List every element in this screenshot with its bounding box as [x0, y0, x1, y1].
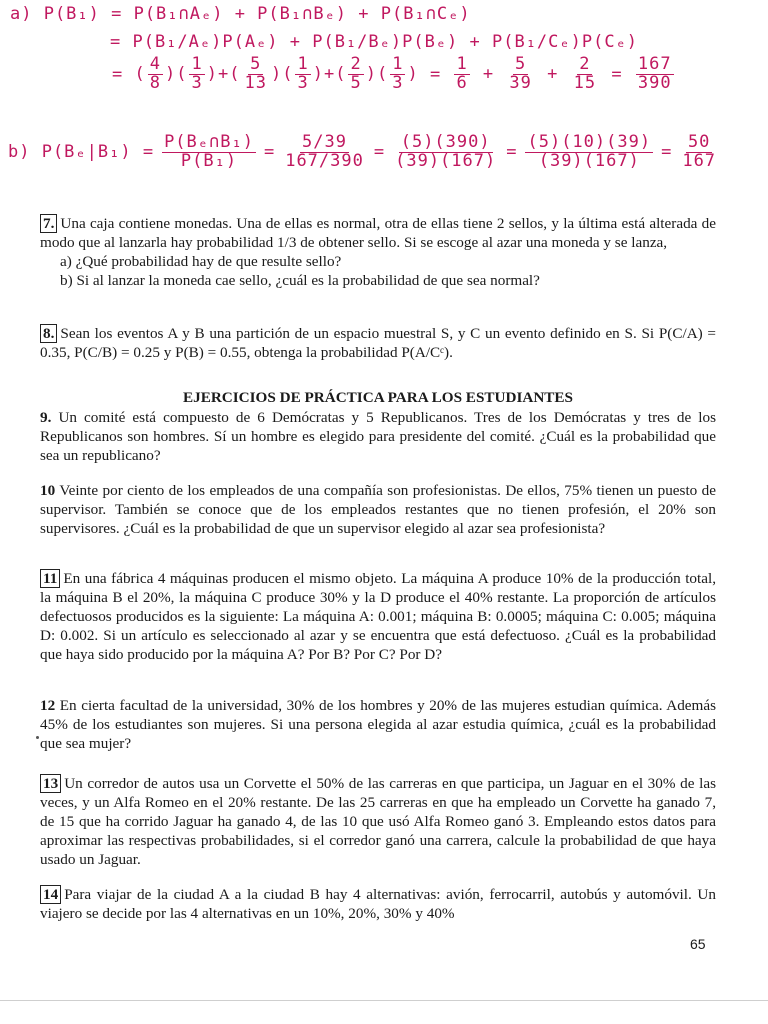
problem-number-10: 10 [40, 482, 56, 499]
hand-a-frac: $\frac{4}{8}$ [149, 54, 161, 93]
problem-number-14: 14 [40, 885, 61, 904]
problem-14-text: Para viajar de la ciudad A a la ciudad B hay 4 alternativas: avión, ferrocarril, autobús y automóvil. Un viajero se decide por las 4 alternativas en un 10%, 20%, 30% y 40% [40, 886, 716, 922]
problem-number-8: 8. [40, 324, 57, 343]
section-heading: EJERCICIOS DE PRÁCTICA PARA LOS ESTUDIANTES [182, 389, 574, 406]
problem-number-11: 11 [40, 569, 60, 588]
problem-11-text: En una fábrica 4 máquinas producen el mismo objeto. La máquina A produce 10% de la producción total, la máquina B el 20%, la máquina C produce 30% y la D produce el 40% restante. La proporción de artículos defectuosos producidos es la siguiente: La máquina A: 0.001; máquina B: 0.0005; máquina C: 0.005; máquina D: 0.002. Si un artículo es seleccionado al azar y se encuentra que está defectuoso. ¿Cuál es la probabilidad que haya sido producido por la máquina A? Por B? Por C? Por D? [40, 570, 716, 663]
problem-13-text: Un corredor de autos usa un Corvette el 50% de las carreras en que participa, un Jaguar en el 30% de las veces, y un Alfa Romeo en el 20% restante. De las 25 carreras en que ha empleado un Corvette ha ganado 7, de 15 que ha corrido Jaguar ha ganado 4, de las 10 que usó Alfa Romeo ganó 3. Empleando estos datos para aproximar las respectivas probabilidades, si el corredor ganó una carrera, calcule la probabilidad de que haya usado un Jaguar. [40, 775, 716, 868]
hand-a-sum-frac: $\frac{5}{39}$ [509, 54, 532, 93]
hand-b-frac3: $\frac{(5)(390)}{(39)(167)}$ [395, 132, 497, 171]
problem-10 [40, 481, 716, 538]
problem-9 [40, 408, 716, 465]
problem-11 [40, 569, 716, 664]
problem-8-text: Sean los eventos A y B una partición de un espacio muestral S, y C un evento definido en S. Si P(C/A) = 0.35, P(C/B) = 0.25 y P(B) = 0.55, obtenga la probabilidad P(A/Cᶜ). [40, 325, 716, 361]
problem-number-12: 12 [40, 697, 56, 714]
problem-7 [40, 214, 716, 290]
hand-b-line: b) P(Bₑ|B₁) = $\frac{\text{P(Bₑ∩B₁)}}{\text{P(B₁)}}$ = $\frac{5/39}{167/390}$ = $\frac{(5)(390)}{(39)(167)}$ = $\frac{(5)(10)(39)}{(39)(167)}$ = $\frac{50}{167}$ [8, 132, 717, 171]
problem-7-part-a: a) ¿Qué probabilidad hay de que resulte sello? [60, 253, 342, 270]
hand-b-label: b) P(Bₑ|B₁) = [8, 142, 155, 163]
hand-a-line3: = ( $\frac{4}{8}$ )( $\frac{1}{3}$ )+( $\frac{5}{13}$ )( $\frac{1}{3}$ )+( $\frac{2}{5}$ )( $\frac{1}{3}$ ) = $\frac{1}{6}$ + $\frac{5}{39}$ + $\frac{2}{15}$ = $\frac{167}{390}$ [112, 54, 672, 93]
equals-sign: = [112, 64, 124, 85]
page-number: 65 [690, 936, 706, 952]
hand-a-line1: a) P(B₁) = P(B₁∩Aₑ) + P(B₁∩Bₑ) + P(B₁∩Cₑ) [10, 4, 471, 24]
problem-12 [40, 696, 716, 753]
hand-b-frac1: $\frac{\text{P(Bₑ∩B₁)}}{\text{P(B₁)}}$ [164, 132, 254, 171]
problem-number-9: 9. [40, 409, 52, 426]
hand-a-terms: ( $\frac{4}{8}$ )( $\frac{1}{3}$ )+( $\frac{5}{13}$ )( $\frac{1}{3}$ )+( $\frac{2}{5}$ )( $\frac{1}{3}$ ) [134, 54, 419, 93]
problem-7-part-b: b) Si al lanzar la moneda cae sello, ¿cuál es la probabilidad de que sea normal? [60, 272, 540, 289]
hand-a-frac: $\frac{5}{13}$ [244, 54, 267, 93]
hand-b-frac2: $\frac{5/39}{167/390}$ [285, 132, 364, 171]
hand-a-sum-frac: $\frac{1}{6}$ [456, 54, 468, 93]
problem-number-13: 13 [40, 774, 61, 793]
hand-b-result: $\frac{50}{167}$ [682, 132, 717, 171]
problem-12-text: En cierta facultad de la universidad, 30% de los hombres y 20% de las mujeres estudian química. Además 45% de los estudiantes son mujeres. Si una persona elegida al azar estudia química, ¿cuál es la probabilidad que sea mujer? [40, 697, 717, 752]
problem-14 [40, 885, 716, 923]
hand-a-result: $\frac{167}{390}$ [637, 54, 672, 93]
hand-a-frac: $\frac{1}{3}$ [392, 54, 404, 93]
problem-7-text: Una caja contiene monedas. Una de ellas es normal, otra de ellas tiene 2 sellos, y la última está alterada de modo que al lanzarla hay probabilidad 1/3 de obtener sello. Si se escoge al azar una moneda y se lanza, [40, 215, 716, 251]
problem-13 [40, 774, 716, 869]
hand-a-frac: $\frac{2}{5}$ [350, 54, 362, 93]
hand-a-sum: $\frac{1}{6}$ + $\frac{5}{39}$ + $\frac{2}{15}$ [456, 54, 597, 93]
problem-number-7: 7. [40, 214, 57, 233]
hand-a-sum-frac: $\frac{2}{15}$ [573, 54, 597, 93]
hand-b-frac4: $\frac{(5)(10)(39)}{(39)(167)}$ [527, 132, 652, 171]
hand-a-line2: = P(B₁/Aₑ)P(Aₑ) + P(B₁/Bₑ)P(Bₑ) + P(B₁/Cₑ)P(Cₑ) [110, 32, 639, 52]
problem-9-text: Un comité está compuesto de 6 Demócratas y 5 Republicanos. Tres de los Demócratas y tres de los Republicanos son hombres. Sí un hombre es elegido para presidente del comité. ¿Cuál es la probabilidad que sea un republicano? [40, 409, 716, 464]
hand-a-frac: $\frac{1}{3}$ [297, 54, 309, 93]
problem-8 [40, 324, 716, 362]
hand-a-frac: $\frac{1}{3}$ [191, 54, 203, 93]
scan-edge-line [0, 1000, 768, 1001]
problem-10-text: Veinte por ciento de los empleados de una compañía son profesionistas. De ellos, 75% tienen un puesto de supervisor. También se conoce que de los empleados restantes que no tienen profesión, el 20% son supervisores. ¿Cuál es la probabilidad de que un supervisor elegido al azar sea profesionista? [40, 482, 716, 537]
scan-speck [36, 736, 39, 739]
